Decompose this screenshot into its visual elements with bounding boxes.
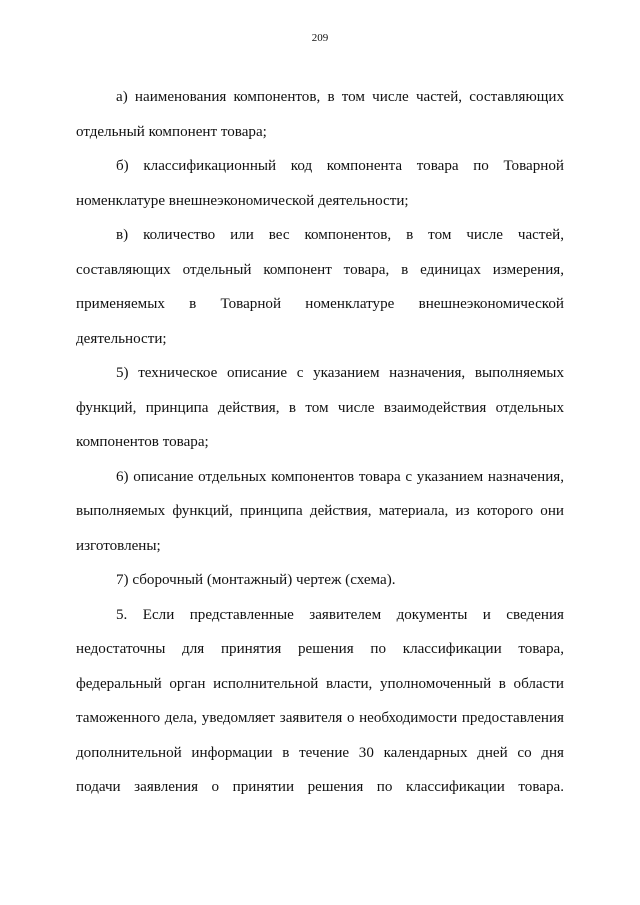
- paragraph-clause-5: 5. Если представленные заявителем документы и сведения недостаточны для принятия решения по классификации товара, федеральный орган исполнительной власти, уполномоченный в области таможенного дела, уведомляет заявителя о необходимости предоставления дополнительной информации в течение 30 календарных дней со дня подачи заявления о принятии решения по классификации товара.: [76, 606, 564, 795]
- paragraph-item-v: в) количество или вес компонентов, в том числе частей, составляющих отдельный компонент товара, в единицах измерения, применяемых в Товарной номенклатуре внешнеэкономической деятельности;: [76, 227, 564, 347]
- paragraph-item-a: а) наименования компонентов, в том числе частей, составляющих отдельный компонент товара;: [76, 89, 564, 140]
- paragraph-item-5: 5) техническое описание с указанием назначения, выполняемых функций, принципа действия, в том числе взаимодействия отдельных компонентов товара;: [76, 365, 564, 450]
- paragraph-item-6: 6) описание отдельных компонентов товара с указанием назначения, выполняемых функций, принципа действия, материала, из которого они изготовлены;: [76, 468, 564, 554]
- document-body: [76, 80, 564, 805]
- paragraph-item-b: б) классификационный код компонента товара по Товарной номенклатуре внешнеэкономической деятельности;: [76, 158, 564, 209]
- page-number: 209: [311, 32, 329, 44]
- paragraph-item-7: 7) сборочный (монтажный) чертеж (схема).: [116, 572, 396, 588]
